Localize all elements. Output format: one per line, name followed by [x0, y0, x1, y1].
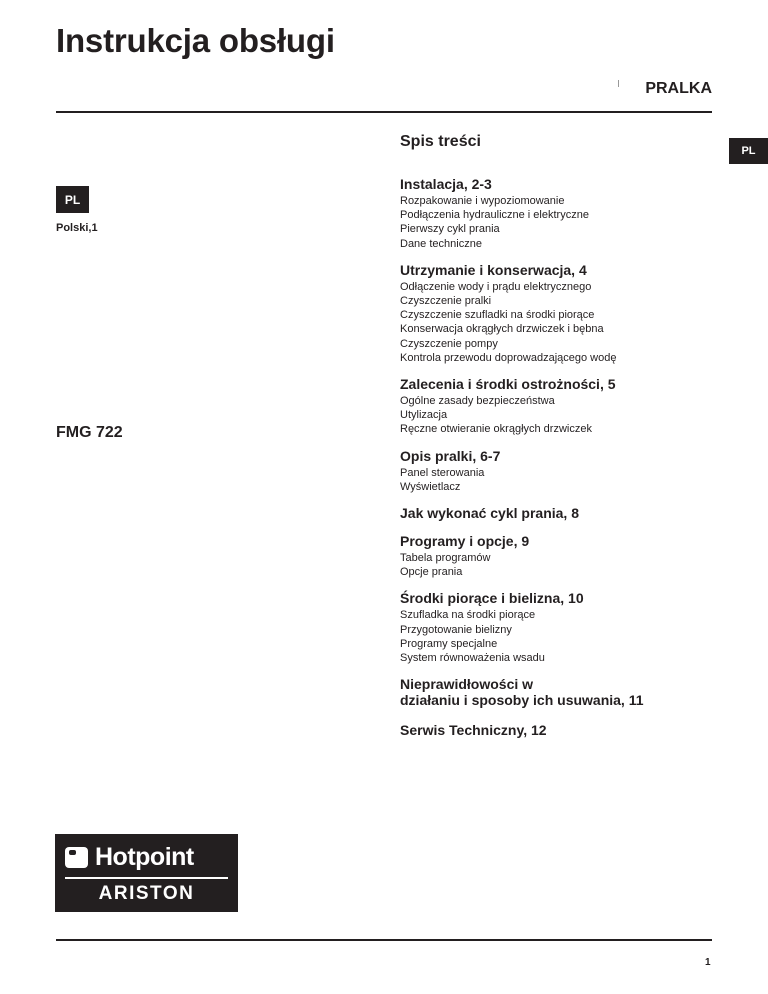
toc-item: Konserwacja okrągłych drzwiczek i bębna — [400, 323, 604, 336]
language-tab-badge: PL — [729, 138, 768, 164]
toc-item: Podłączenia hydrauliczne i elektryczne — [400, 209, 589, 222]
toc-item: Programy specjalne — [400, 637, 498, 650]
toc-section-programs — [400, 533, 720, 579]
hotpoint-ariston-logo — [55, 834, 238, 912]
toc-section-title: Utrzymanie i konserwacja, 4 — [400, 261, 587, 278]
toc-item: Czyszczenie pompy — [400, 337, 498, 350]
toc-section-safety — [400, 376, 720, 437]
toc-item: Panel sterowania — [400, 466, 485, 479]
toc-section-title: Jak wykonać cykl prania, 8 — [400, 505, 579, 522]
toc-section-wash-cycle — [400, 505, 720, 521]
toc-item: Kontrola przewodu doprowadzającego wodę — [400, 351, 617, 364]
toc-heading: Spis treści — [400, 133, 481, 150]
toc-item: Utylizacja — [400, 409, 448, 422]
logo-divider — [65, 877, 228, 879]
logo-ariston-text: ARISTON — [98, 883, 195, 904]
toc-section-title: Programy i opcje, 9 — [400, 533, 530, 550]
toc-section-title: Środki piorące i bielizna, 10 — [400, 590, 584, 607]
document-title: Instrukcja obsługi — [56, 22, 335, 59]
language-name: Polski,1 — [56, 222, 98, 234]
hotpoint-logo-icon — [65, 847, 88, 868]
toc-section-installation — [400, 176, 720, 251]
logo-hotpoint-text: Hotpoint — [95, 843, 194, 871]
toc-item: System równoważenia wsadu — [400, 652, 545, 665]
toc-section-maintenance — [400, 262, 720, 365]
toc-section-title-line: działaniu i sposoby ich usuwania, 11 — [400, 692, 644, 709]
toc-section-service — [400, 722, 720, 738]
toc-section-detergents — [400, 590, 720, 665]
toc-item: Wyświetlacz — [400, 480, 461, 493]
toc-section-description — [400, 448, 720, 494]
product-label: PRALKA — [645, 80, 712, 97]
model-name: FMG 722 — [56, 424, 123, 441]
toc-item: Ręczne otwieranie okrągłych drzwiczek — [400, 423, 592, 436]
toc-item: Przygotowanie bielizny — [400, 623, 512, 636]
table-of-contents — [400, 176, 720, 749]
toc-item: Pierwszy cykl prania — [400, 223, 500, 236]
top-divider — [56, 111, 712, 113]
toc-section-title: Instalacja, 2-3 — [400, 176, 492, 192]
toc-item: Odłączenie wody i prądu elektrycznego — [400, 280, 592, 293]
toc-item: Czyszczenie szufladki na środki piorące — [400, 309, 595, 322]
page-number: 1 — [705, 957, 711, 968]
toc-section-title: Opis pralki, 6-7 — [400, 447, 501, 464]
toc-section-troubleshooting — [400, 676, 720, 708]
toc-item: Szufladka na środki piorące — [400, 609, 536, 622]
toc-item: Rozpakowanie i wypoziomowanie — [400, 195, 565, 207]
toc-item: Tabela programów — [400, 552, 491, 565]
toc-item: Opcje prania — [400, 566, 463, 579]
toc-section-title: Zalecenia i środki ostrożności, 5 — [400, 376, 616, 393]
toc-section-title-line: Nieprawidłowości w — [400, 676, 534, 693]
product-tick — [618, 80, 619, 87]
bottom-divider — [56, 939, 712, 941]
toc-item: Czyszczenie pralki — [400, 295, 492, 308]
language-badge: PL — [56, 186, 89, 213]
toc-item: Dane techniczne — [400, 237, 482, 250]
toc-section-title: Serwis Techniczny, 12 — [400, 722, 547, 739]
toc-item: Ogólne zasady bezpieczeństwa — [400, 395, 555, 408]
